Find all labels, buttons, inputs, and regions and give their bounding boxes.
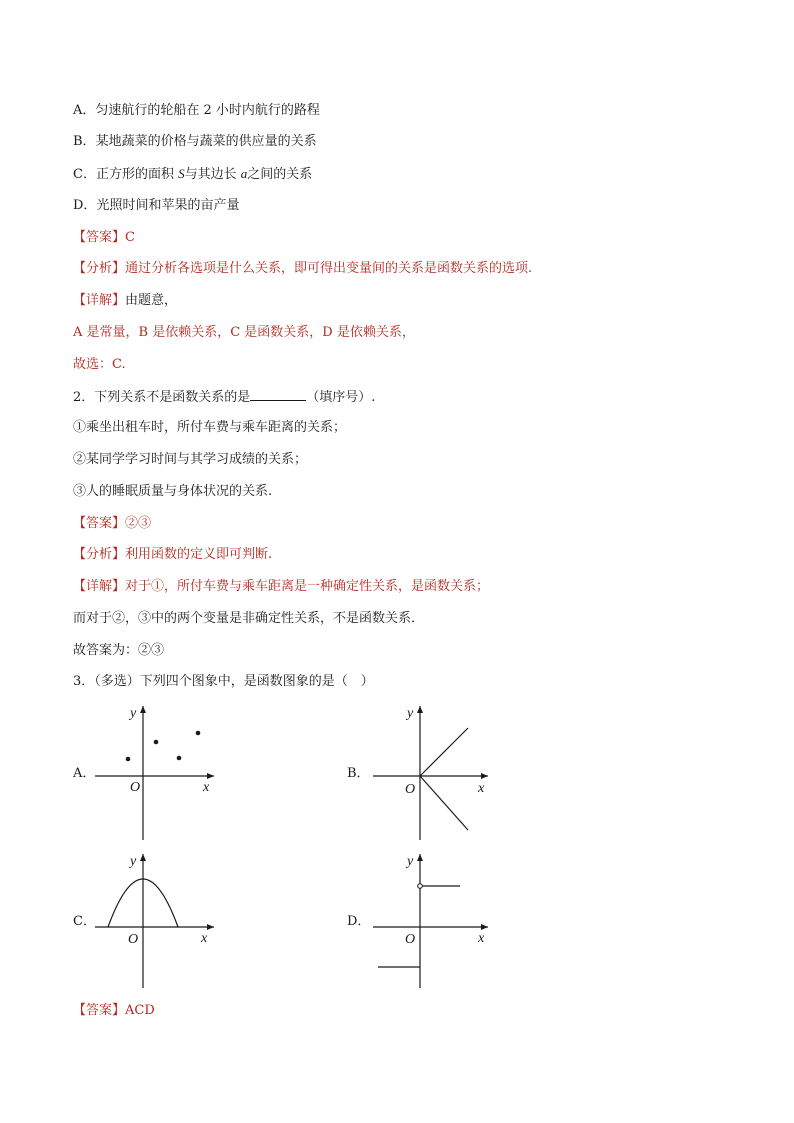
detail-tag: 【详解】 <box>73 293 126 308</box>
answer-value: ACD <box>125 1003 155 1018</box>
upper-ray <box>420 728 468 776</box>
graph-b <box>370 700 495 845</box>
q2-detail-line2: 而对于②，③中的两个变量是非确定性关系，不是函数关系． <box>73 611 425 626</box>
q1-analysis <box>73 260 532 278</box>
data-point <box>154 740 159 745</box>
option-letter: D． <box>73 198 97 213</box>
x-arrow-icon <box>207 924 214 930</box>
graph-c <box>90 848 220 993</box>
q3-stem: 3．（多选）下列四个图象中，是函数图象的是（ ） <box>73 674 374 689</box>
variable-a: a <box>240 166 248 181</box>
answer-tag: 【答案】 <box>73 230 126 245</box>
analysis-text: 通过分析各选项是什么关系，即可得出变量间的关系是函数关系的选项. <box>125 261 533 276</box>
graph-a <box>90 700 220 845</box>
lower-ray <box>420 776 468 830</box>
q3-answer <box>73 1002 155 1020</box>
y-arrow-icon <box>417 706 423 713</box>
q2-analysis <box>73 546 272 564</box>
option-letter: B． <box>73 134 96 149</box>
option-text: 匀速航行的轮船在 2 小时内航行的路程 <box>95 103 320 118</box>
graph-c-label: C． <box>73 914 96 929</box>
data-point <box>126 757 131 762</box>
x-arrow-icon <box>481 924 488 930</box>
q2-item-2: ②某同学学习时间与其学习成绩的关系； <box>73 452 308 467</box>
x-axis-label: x <box>201 931 208 946</box>
origin-label: O <box>405 932 416 947</box>
option-letter: A． <box>73 103 96 118</box>
option-text: 与其边长 <box>184 167 241 182</box>
option-letter: C． <box>73 167 96 182</box>
x-axis-label: x <box>478 781 485 796</box>
y-axis-label: y <box>407 706 414 721</box>
detail-tag: 【详解】 <box>73 579 126 594</box>
answer-tag: 【答案】 <box>73 516 126 531</box>
analysis-text: 利用函数的定义即可判断. <box>125 547 273 562</box>
analysis-tag: 【分析】 <box>73 547 126 562</box>
q2-conclusion: 故答案为：②③ <box>73 643 165 658</box>
analysis-tag: 【分析】 <box>73 261 126 276</box>
q2-item-1: ①乘坐出租车时，所付车费与乘车距离的关系； <box>73 420 347 435</box>
graph-d-label: D． <box>347 914 371 929</box>
origin-label: O <box>128 932 139 947</box>
y-arrow-icon <box>140 706 146 713</box>
detail-text: 由题意， <box>125 293 178 308</box>
x-axis-label: x <box>203 780 210 795</box>
variable-s: S <box>178 166 185 181</box>
q1-conclusion: 故选：C. <box>73 357 126 372</box>
x-arrow-icon <box>481 773 488 779</box>
answer-value: C <box>125 230 135 245</box>
q2-detail <box>73 578 489 596</box>
data-point <box>177 756 182 761</box>
graph-a-label: A． <box>73 766 96 781</box>
q1-detail-line2: A 是常量，B 是依赖关系，C 是函数关系，D 是依赖关系， <box>73 325 415 340</box>
origin-label: O <box>405 782 416 797</box>
y-arrow-icon <box>140 854 146 861</box>
y-axis-label: y <box>130 706 137 721</box>
detail-text: 对于①，所付车费与乘车距离是一种确定性关系，是函数关系； <box>125 579 490 594</box>
y-axis-label: y <box>130 854 137 869</box>
x-arrow-icon <box>207 773 214 779</box>
q1-option-c <box>73 165 312 184</box>
y-arrow-icon <box>417 854 423 861</box>
origin-label: O <box>130 780 141 795</box>
q2-item-3: ③人的睡眠质量与身体状况的关系. <box>73 484 273 499</box>
open-endpoint <box>418 884 423 889</box>
data-point <box>196 731 201 736</box>
q1-option-a <box>73 102 320 120</box>
graph-d <box>370 848 495 993</box>
option-text: 正方形的面积 <box>95 167 179 182</box>
q1-detail <box>73 292 177 310</box>
x-axis-label: x <box>478 931 485 946</box>
graph-b-label: B． <box>347 766 370 781</box>
stem-text: 2．下列关系不是函数关系的是 <box>73 390 251 405</box>
option-text: 光照时间和苹果的亩产量 <box>96 198 240 213</box>
option-text: 某地蔬菜的价格与蔬菜的供应量的关系 <box>95 134 317 149</box>
q1-option-b <box>73 133 317 151</box>
q2-stem <box>73 388 375 407</box>
answer-tag: 【答案】 <box>73 1003 126 1018</box>
y-axis-label: y <box>407 854 414 869</box>
q1-answer <box>73 229 135 247</box>
answer-blank <box>250 388 306 401</box>
answer-value: ②③ <box>125 516 152 531</box>
stem-text: （填序号）. <box>306 390 376 405</box>
option-text: 之间的关系 <box>247 167 313 182</box>
q1-option-d <box>73 197 239 215</box>
q2-answer <box>73 515 151 533</box>
